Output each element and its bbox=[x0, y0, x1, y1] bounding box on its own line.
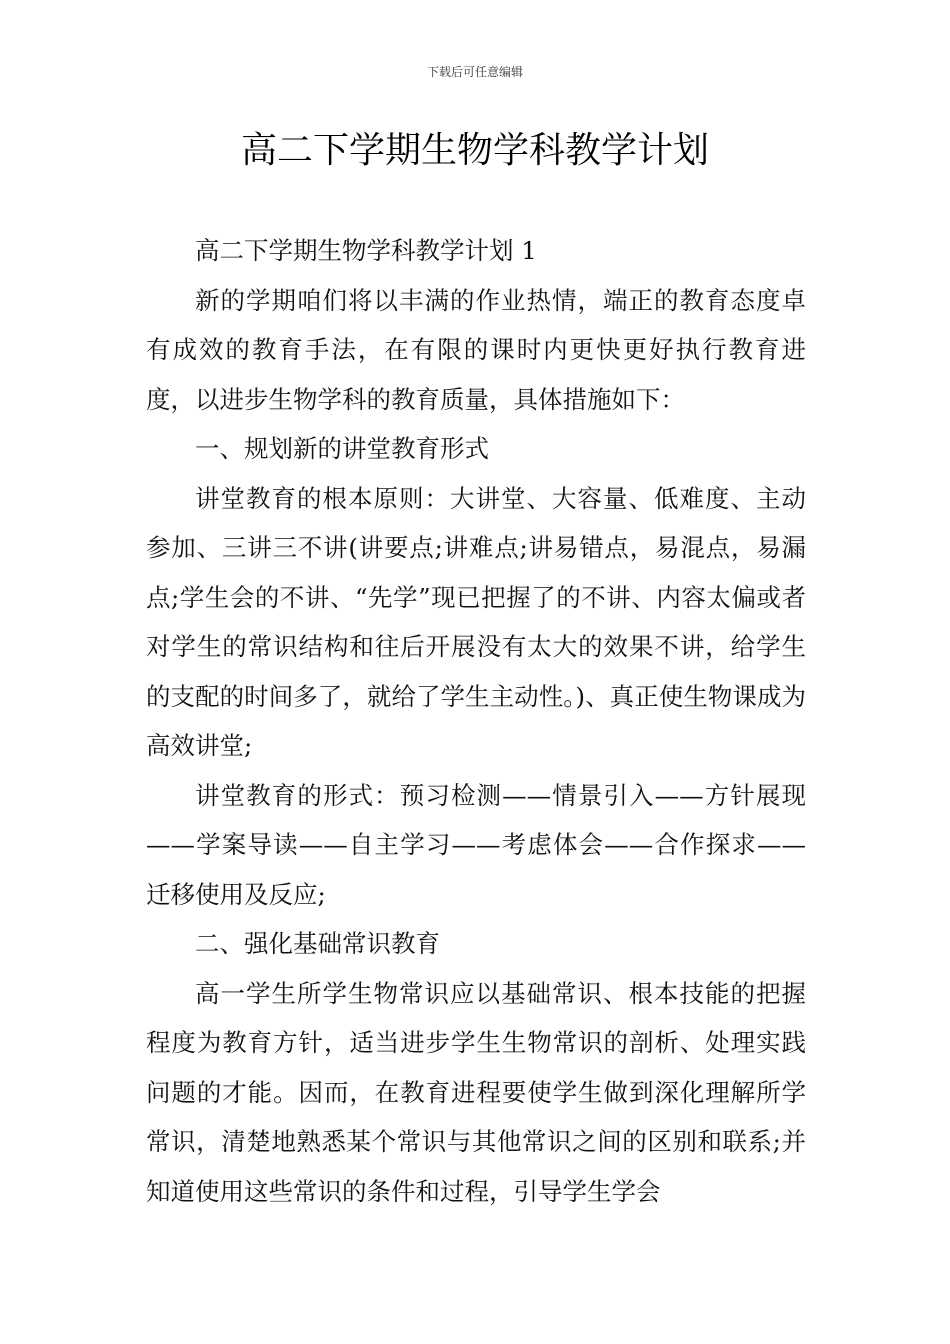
paragraph: 讲堂教育的根本原则：大讲堂、大容量、低难度、主动参加、三讲三不讲(讲要点;讲难点;讲易错点，易混点，易漏点;学生会的不讲、“先学”现已把握了的不讲、内容太偏或者对学生的常识结构和往后开展没有太大的效果不讲，给学生的支配的时间多了，就给了学生主动性。)、真正使生物课成为高效讲堂; bbox=[146, 483, 806, 760]
paragraph: 新的学期咱们将以丰满的作业热情，端正的教育态度卓有成效的教育手法，在有限的课时内更快更好执行教育进度，以进步生物学科的教育质量，具体措施如下： bbox=[146, 285, 806, 414]
document-title: 高二下学期生物学科教学计划 bbox=[240, 130, 709, 171]
paragraph: 高一学生所学生物常识应以基础常识、根本技能的把握程度为教育方针，适当进步学生生物常识的剖析、处理实践问题的才能。因而，在教育进程要使学生做到深化理解所学常识，清楚地熟悉某个常识与其他常识之间的区别和联系;并知道使用这些常识的条件和过程，引导学生学会 bbox=[146, 978, 806, 1206]
subheading: 二、强化基础常识教育 bbox=[195, 929, 440, 958]
header-note: 下载后可任意编辑 bbox=[426, 65, 523, 79]
section-heading: 高二下学期生物学科教学计划 1 bbox=[195, 236, 537, 265]
document-body bbox=[146, 226, 806, 1216]
paragraph: 讲堂教育的形式：预习检测——情景引入——方针展现——学案导读——自主学习——考虑体会——合作探求——迁移使用及反应; bbox=[146, 780, 806, 909]
subheading: 一、规划新的讲堂教育形式 bbox=[195, 434, 489, 463]
